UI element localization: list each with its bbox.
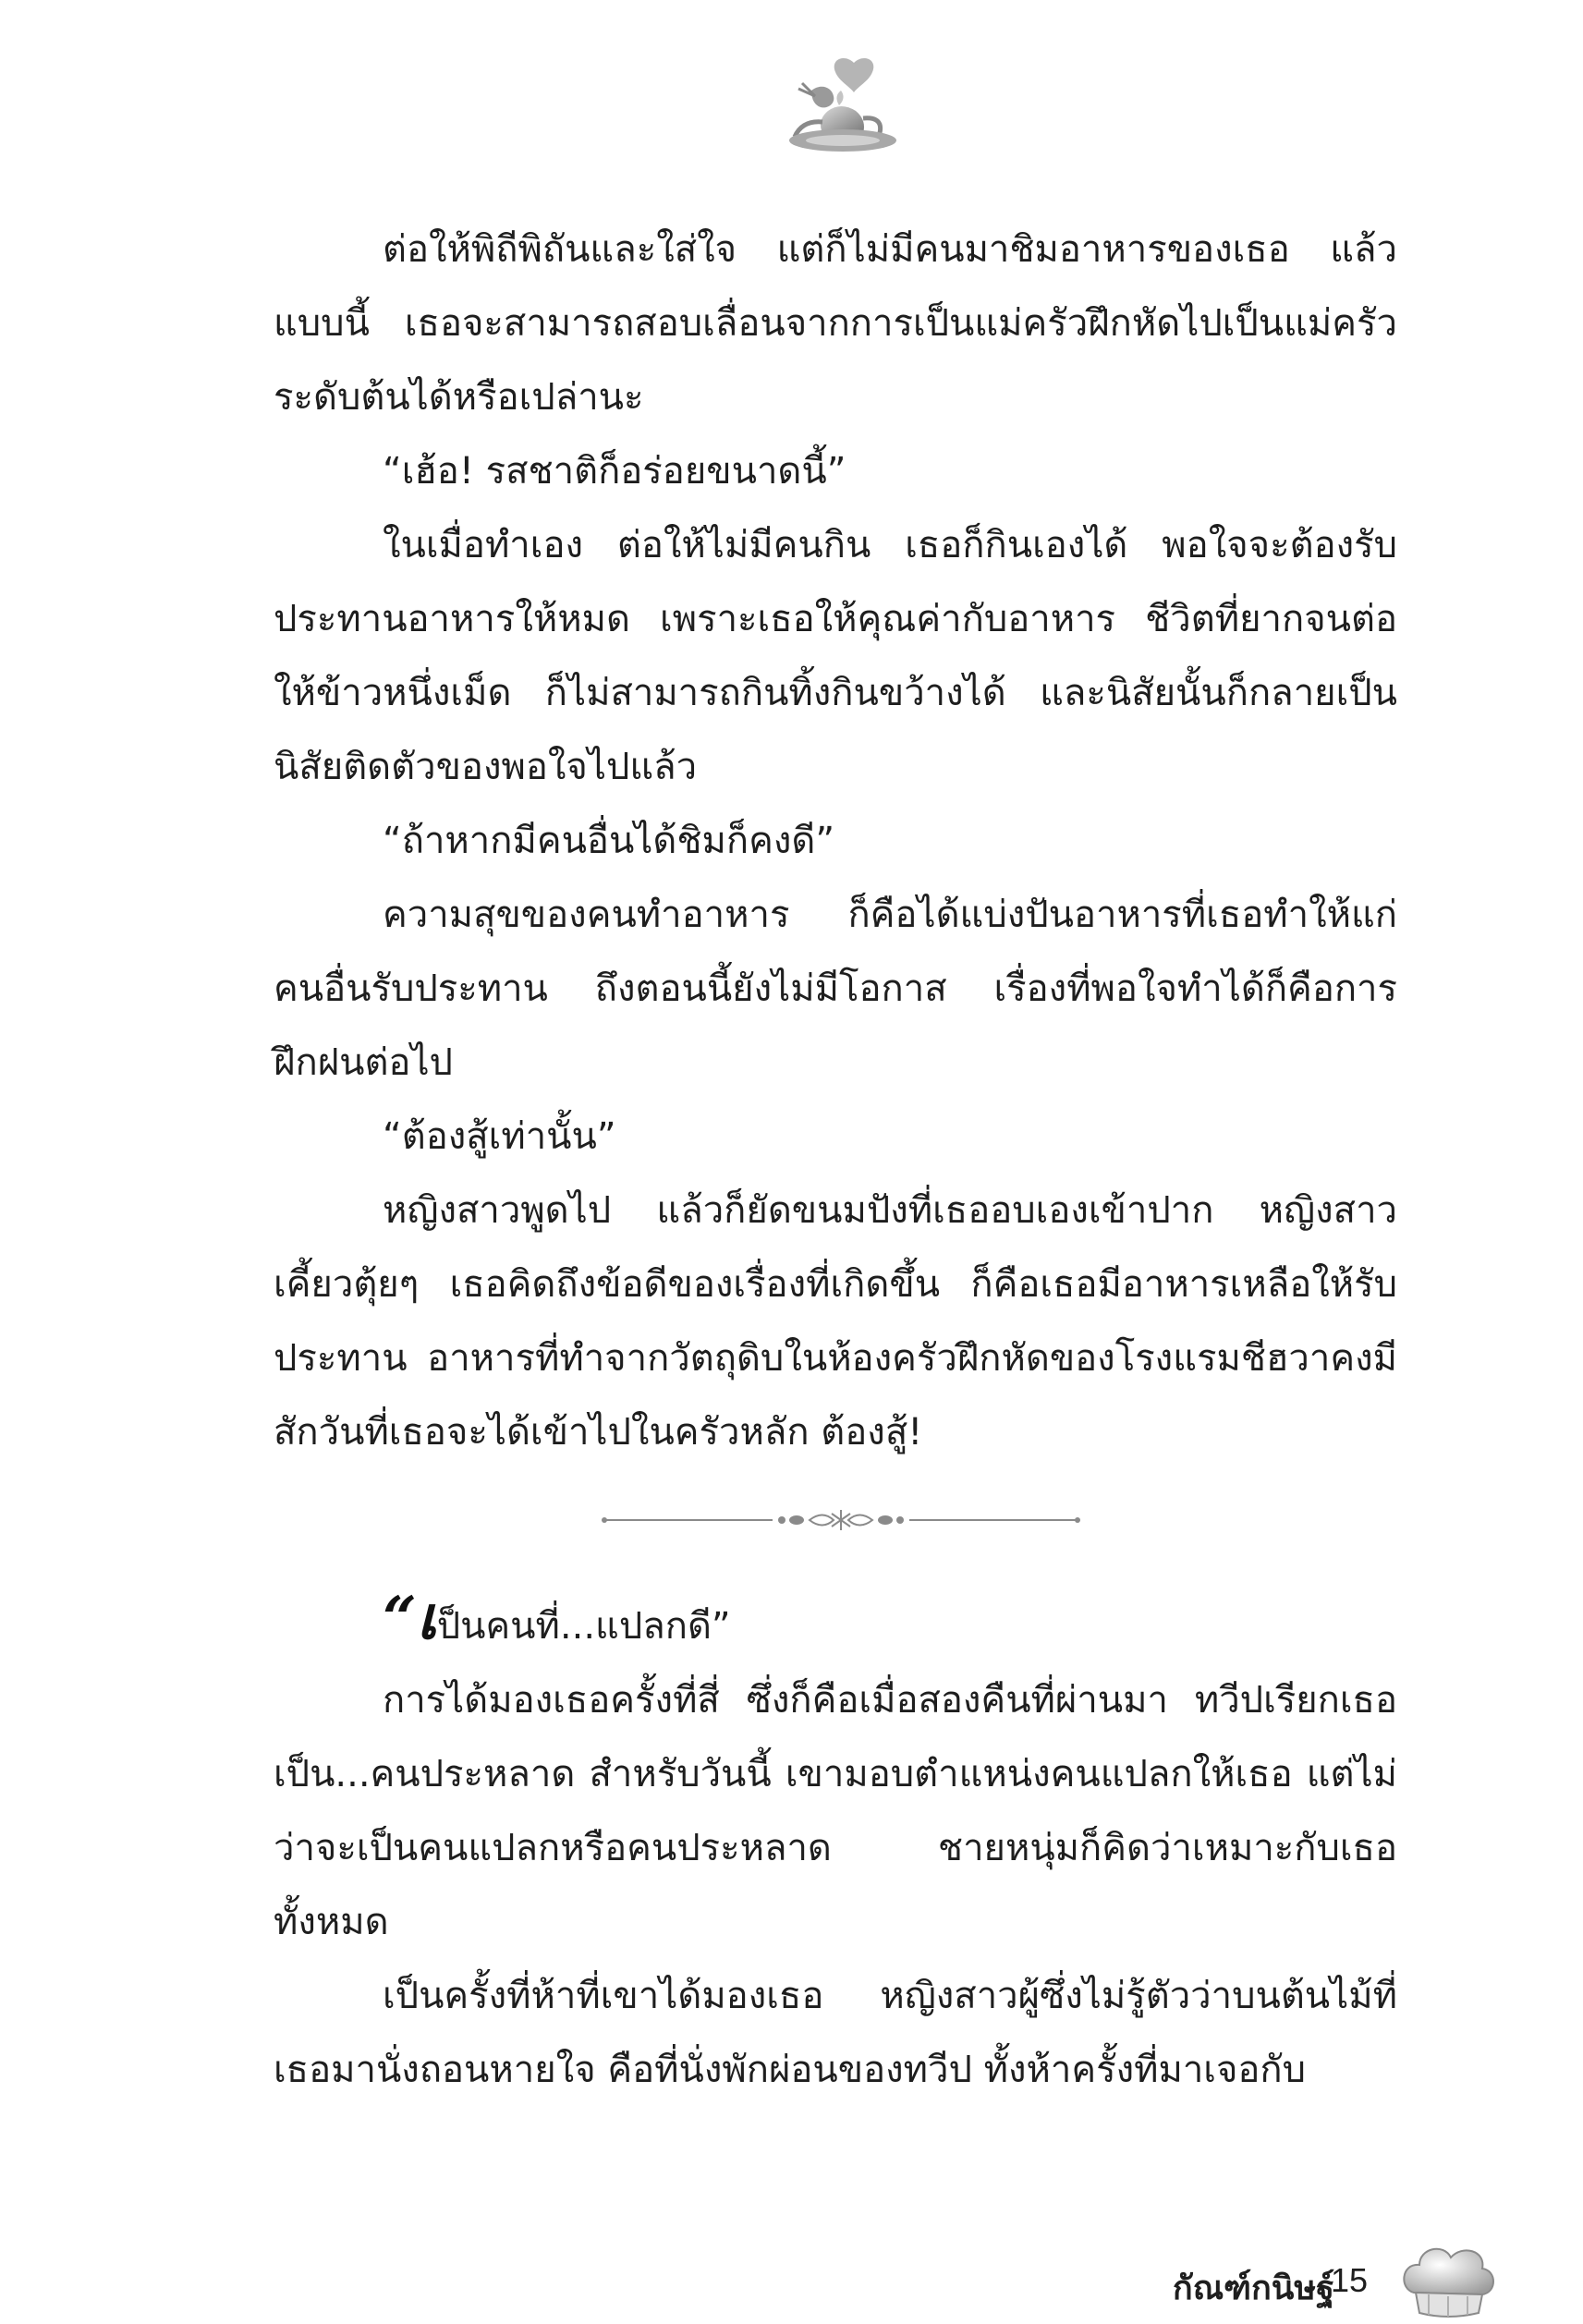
dialogue-line: “เฮ้อ! รสชาติก็อร่อยขนาดนี้”	[383, 450, 846, 493]
story-text-block-2	[274, 1584, 1397, 2107]
drop-cap: “เ	[383, 1584, 437, 1653]
teapot-ornament-icon	[774, 55, 904, 171]
opening-line	[274, 1584, 1397, 1663]
scene-divider-ornament	[601, 1506, 1081, 1534]
dialogue-line: “ต้องสู้เท่านั้น”	[383, 1115, 616, 1158]
chef-hat-icon	[1397, 2241, 1499, 2322]
paragraph: ต่อให้พิถีพิถันและใส่ใจ แต่ก็ไม่มีคนมาชิมอาหารของเธอ แล้วแบบนี้ เธอจะสามารถสอบเลื่อนจากการเป็นแม่ครัวฝึกหัดไปเป็นแม่ครัวระดับต้นได้หรือเปล่านะ	[274, 228, 1397, 419]
author-name: กัณฑ์กนิษฐ์	[1172, 2269, 1334, 2307]
paragraph: การได้มองเธอครั้งที่สี่ ซึ่งก็คือเมื่อสองคืนที่ผ่านมา ทวีปเรียกเธอเป็น...คนประหลาด สำหรับวันนี้ เขามอบตำแหน่งคนแปลกให้เธอ แต่ไม่ว่าจะเป็นคนแปลกหรือคนประหลาด ชายหนุ่มก็คิดว่าเหมาะกับเธอทั้งหมด	[274, 1679, 1397, 1943]
dialogue-line: “ถ้าหากมีคนอื่นได้ชิมก็คงดี”	[383, 820, 835, 862]
paragraph: หญิงสาวพูดไป แล้วก็ยัดขนมปังที่เธออบเองเข้าปาก หญิงสาวเคี้ยวตุ้ยๆ เธอคิดถึงข้อดีของเรื่องที่เกิดขึ้น ก็คือเธอมีอาหารเหลือให้รับประทาน อาหารที่ทำจากวัตถุดิบในห้องครัวฝึกหัดของโรงแรมชีฮวาคงมีสักวันที่เธอจะได้เข้าไปในครัวหลัก ต้องสู้!	[274, 1189, 1397, 1454]
page-footer	[998, 2241, 1516, 2324]
story-text-block-1	[274, 213, 1397, 1469]
paragraph: ในเมื่อทำเอง ต่อให้ไม่มีคนกิน เธอก็กินเองได้ พอใจจะต้องรับประทานอาหารให้หมด เพราะเธอให้คุณค่ากับอาหาร ชีวิตที่ยากจนต่อให้ข้าวหนึ่งเม็ด ก็ไม่สามารถกินทิ้งกินขว้างได้ และนิสัยนั้นก็กลายเป็นนิสัยติดตัวของพอใจไปแล้ว	[274, 524, 1397, 788]
paragraph: เป็นครั้งที่ห้าที่เขาได้มองเธอ หญิงสาวผู้ซึ่งไม่รู้ตัวว่าบนต้นไม้ที่เธอมานั่งถอนหายใจ คือที่นั่งพักผ่อนของทวีป ทั้งห้าครั้งที่มาเจอกับ	[274, 1975, 1397, 2091]
page-number: 15	[1330, 2261, 1368, 2299]
paragraph: ความสุขของคนทำอาหาร ก็คือได้แบ่งปันอาหารที่เธอทำให้แก่คนอื่นรับประทาน ถึงตอนนี้ยังไม่มีโอกาส เรื่องที่พอใจทำได้ก็คือการฝึกฝนต่อไป	[274, 894, 1397, 1084]
opening-line-rest: ป็นคนที่...แปลกดี”	[436, 1605, 731, 1648]
